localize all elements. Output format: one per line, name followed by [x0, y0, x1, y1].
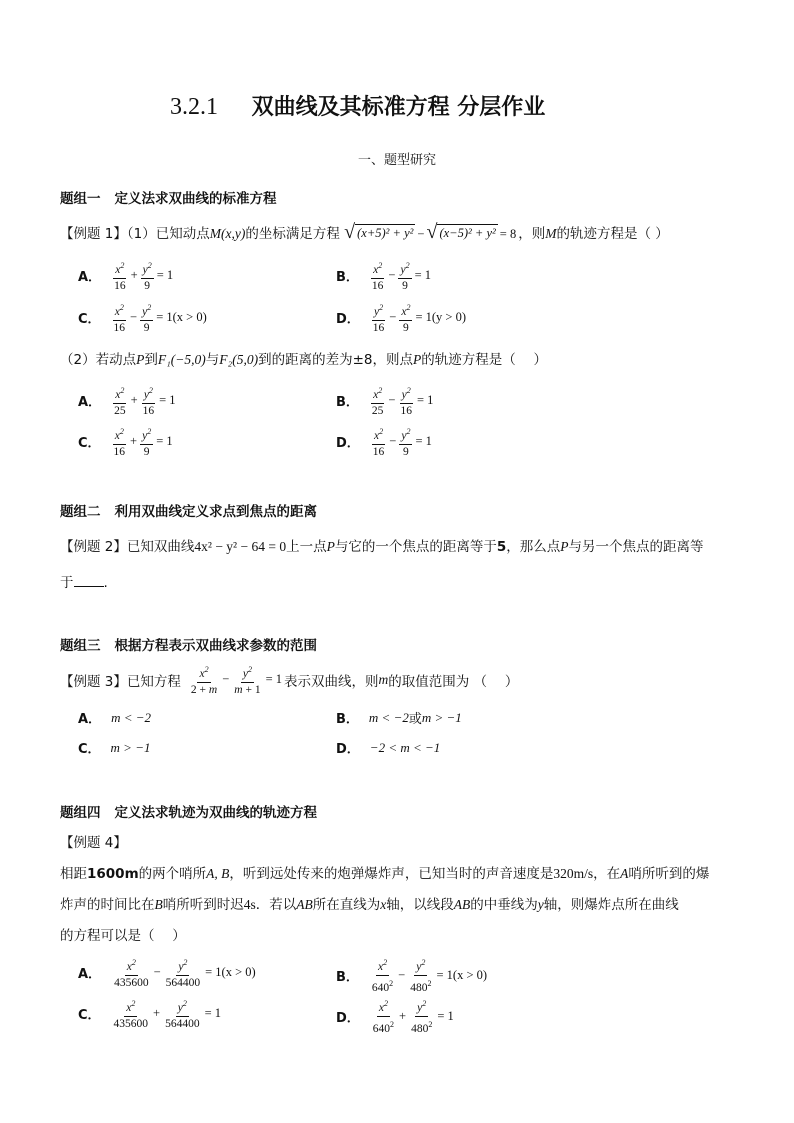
option-d[interactable]: D． $\frac{x^2}{16}$ − $\frac{y^2}{9}$ = 1	[336, 424, 434, 460]
text: 轴，以线段	[386, 897, 454, 913]
math: m > −1	[110, 739, 151, 755]
math: 4x² − y² − 64 = 0	[194, 539, 287, 554]
option-a[interactable]: A． $\frac{x^2}{25}$ + $\frac{y^2}{16}$ = 1	[78, 383, 178, 419]
answer-blank[interactable]	[74, 574, 104, 587]
math: x	[380, 897, 387, 912]
radicand: (x+5)² + y²	[357, 225, 414, 240]
text: 与	[205, 352, 220, 368]
math: = 1(x > 0)	[436, 967, 488, 982]
text: ．若以	[255, 897, 297, 913]
math: = 1	[437, 1008, 454, 1023]
example-4-line-2	[60, 893, 679, 913]
option-b[interactable]	[336, 708, 462, 727]
math: = 1	[156, 434, 173, 449]
text: 的轨迹方程是（ ）	[421, 352, 548, 368]
option-d[interactable]	[336, 738, 440, 757]
option-label: C．	[78, 1008, 101, 1024]
text: 或	[408, 712, 422, 727]
math: P	[326, 539, 335, 554]
option-a[interactable]	[78, 708, 151, 727]
option-label: D．	[336, 312, 360, 328]
example-4-tag: 【例题 4】	[60, 835, 127, 851]
option-a[interactable]: A． $\frac{x^2}{435600}$ − $\frac{y^2}{564400}$ = 1(x > 0)	[78, 955, 258, 991]
group-title: 根据方程表示双曲线求参数的范围	[114, 638, 317, 654]
section-number: 3.2.1	[170, 94, 218, 120]
option-c[interactable]: C． $\frac{x^2}{435600}$ + $\frac{y^2}{564400}$ = 1	[78, 996, 223, 1032]
text: ，则	[518, 226, 546, 242]
option-label: C．	[78, 436, 101, 452]
text: 轴，则爆炸点所在曲线	[543, 897, 679, 913]
math: A, B	[206, 866, 230, 881]
math: B	[154, 897, 163, 912]
group-2-heading	[60, 500, 317, 520]
example-1-stem: 【例题 1】（1）已知动点M(x,y)的坐标满足方程 √ (x+5)² + y² − √ (x−5)² + y² = 8 ，则M的轨迹方程是（ ）	[60, 221, 669, 243]
text: 的取值范围为 （ ）	[388, 673, 519, 690]
value: 1600m	[87, 866, 139, 882]
group-label: 题组四	[60, 805, 101, 821]
math: = 1	[204, 1006, 222, 1021]
math: F₁(−5,0)	[157, 352, 206, 367]
math: m	[378, 671, 389, 687]
example-3-stem: 【例题 3】 已知方程 $\frac{x^2}{2 + m}$ − $\frac{y^2}{m + 1}$ = 1 表示双曲线，则 m 的取值范围为 （ ）	[60, 662, 518, 698]
option-label: D．	[336, 436, 360, 452]
option-label: D．	[336, 1010, 360, 1026]
group-4-heading	[60, 801, 317, 821]
text: （2）若动点	[60, 352, 137, 368]
text: 的坐标满足方程	[245, 226, 340, 242]
math: = 8	[499, 227, 517, 241]
text: 表示双曲线，则	[284, 673, 379, 690]
math: 320m/s	[553, 866, 594, 881]
radicand: (x−5)² + y²	[439, 225, 496, 240]
text: 到	[144, 352, 158, 368]
option-d[interactable]: D． $\frac{x^2}{640^2}$ + $\frac{y^2}{480^2}$ = 1	[336, 996, 456, 1037]
math: −2 < m < −1	[369, 739, 441, 755]
math: m < −2	[368, 709, 409, 725]
text: 哨所听到的爆	[628, 866, 710, 882]
math: y	[537, 897, 544, 912]
text: 与它的一个焦点的距离等于	[334, 539, 497, 555]
math: M(x,y)	[209, 226, 246, 241]
option-c[interactable]: C． $\frac{x^2}{16}$ + $\frac{y^2}{9}$ = 1	[78, 424, 175, 460]
text: 的两个哨所	[138, 866, 207, 882]
option-b[interactable]: B． $\frac{x^2}{16}$ − $\frac{y^2}{9}$ = 1	[336, 258, 433, 294]
text: 所在直线为	[312, 897, 381, 913]
example-2-cont	[60, 571, 108, 591]
option-label: A．	[78, 270, 102, 286]
option-label: B．	[336, 712, 359, 727]
math: m > −1	[421, 709, 462, 725]
sqrt-expression: √ (x−5)² + y²	[426, 221, 496, 243]
example-tag: 【例题 2】	[60, 539, 127, 555]
math: = 1	[416, 393, 434, 408]
math: F₂(5,0)	[219, 352, 259, 367]
text: .	[103, 575, 108, 591]
text: 已知方程	[126, 673, 181, 690]
math: A	[620, 866, 629, 881]
example-tag: 【例题 3】	[60, 673, 127, 690]
math: AB	[453, 897, 471, 912]
option-a[interactable]: A． $\frac{x^2}{16}$ + $\frac{y^2}{9}$ = 1	[78, 258, 175, 294]
group-label: 题组一	[60, 191, 101, 207]
option-label: A．	[78, 967, 102, 983]
option-label: D．	[336, 742, 360, 757]
text: ，在	[593, 866, 621, 882]
example-2-stem	[60, 535, 703, 555]
math: = 1	[414, 268, 432, 283]
math: P	[136, 352, 145, 367]
text: 上一点	[286, 539, 327, 555]
section-heading: 一、题型研究	[357, 153, 436, 168]
text: 已知双曲线	[126, 539, 195, 555]
math: = 1(x > 0)	[156, 310, 207, 325]
text: 到的距离的差为±8，则点	[258, 352, 413, 368]
option-b[interactable]: B． $\frac{x^2}{640^2}$ − $\frac{y^2}{480^2}$ = 1(x > 0)	[336, 955, 489, 996]
text: 的中垂线为	[470, 897, 538, 913]
text: 于	[60, 575, 74, 591]
option-c[interactable]: C． $\frac{x^2}{16}$ − $\frac{y^2}{9}$ = 1(x > 0)	[78, 300, 209, 336]
text: 炸声的时间比在	[60, 897, 155, 913]
option-label: A．	[78, 395, 102, 411]
text: （1）已知动点	[126, 226, 210, 242]
math: = 1	[159, 393, 176, 408]
math: = 1(x > 0)	[205, 965, 256, 980]
option-label: C．	[78, 312, 101, 328]
text: 哨所听到时迟	[162, 897, 244, 913]
math: P	[412, 352, 422, 367]
example-1-part-2	[60, 348, 547, 368]
math: 4s	[243, 897, 256, 912]
option-label: C．	[78, 742, 101, 757]
example-4-line-3: 的方程可以是（ ）	[60, 928, 186, 944]
group-title: 定义法求双曲线的标准方程	[114, 191, 277, 207]
option-label: B．	[336, 270, 359, 286]
title-text: 双曲线及其标准方程 分层作业	[251, 95, 546, 120]
example-tag: 【例题 1】	[60, 226, 127, 242]
text: ，听到远处传来的炮弹爆炸声，已知当时的声音速度是	[229, 866, 554, 882]
text: 的轨迹方程是（ ）	[556, 226, 669, 242]
text: 与另一个焦点的距离等	[568, 539, 704, 555]
option-d[interactable]: D． $\frac{y^2}{16}$ − $\frac{x^2}{9}$ = 1(y > 0)	[336, 300, 468, 336]
text: ，那么点	[506, 539, 561, 555]
group-title: 利用双曲线定义求点到焦点的距离	[114, 504, 317, 520]
group-title: 定义法求轨迹为双曲线的轨迹方程	[114, 805, 317, 821]
group-label: 题组三	[60, 638, 101, 654]
math: P	[560, 539, 569, 554]
option-label: A．	[78, 712, 102, 727]
sqrt-expression: √ (x+5)² + y²	[344, 221, 414, 243]
option-label: B．	[336, 395, 359, 411]
example-4-line-1	[60, 862, 709, 882]
text: 相距	[60, 866, 87, 882]
math: AB	[296, 897, 313, 912]
option-label: B．	[336, 969, 359, 985]
option-c[interactable]	[78, 738, 150, 757]
group-1-heading	[60, 187, 277, 207]
math: = 1(y > 0)	[415, 310, 467, 325]
math: M	[545, 226, 557, 241]
group-label: 题组二	[60, 504, 101, 520]
math: = 1	[156, 268, 174, 283]
math: m < −2	[111, 709, 151, 725]
group-3-heading	[60, 634, 317, 654]
value: 5	[496, 539, 507, 555]
option-b[interactable]: B． $\frac{x^2}{25}$ − $\frac{y^2}{16}$ = 1	[336, 383, 435, 419]
page-title	[170, 90, 545, 121]
math: = 1	[415, 434, 432, 449]
